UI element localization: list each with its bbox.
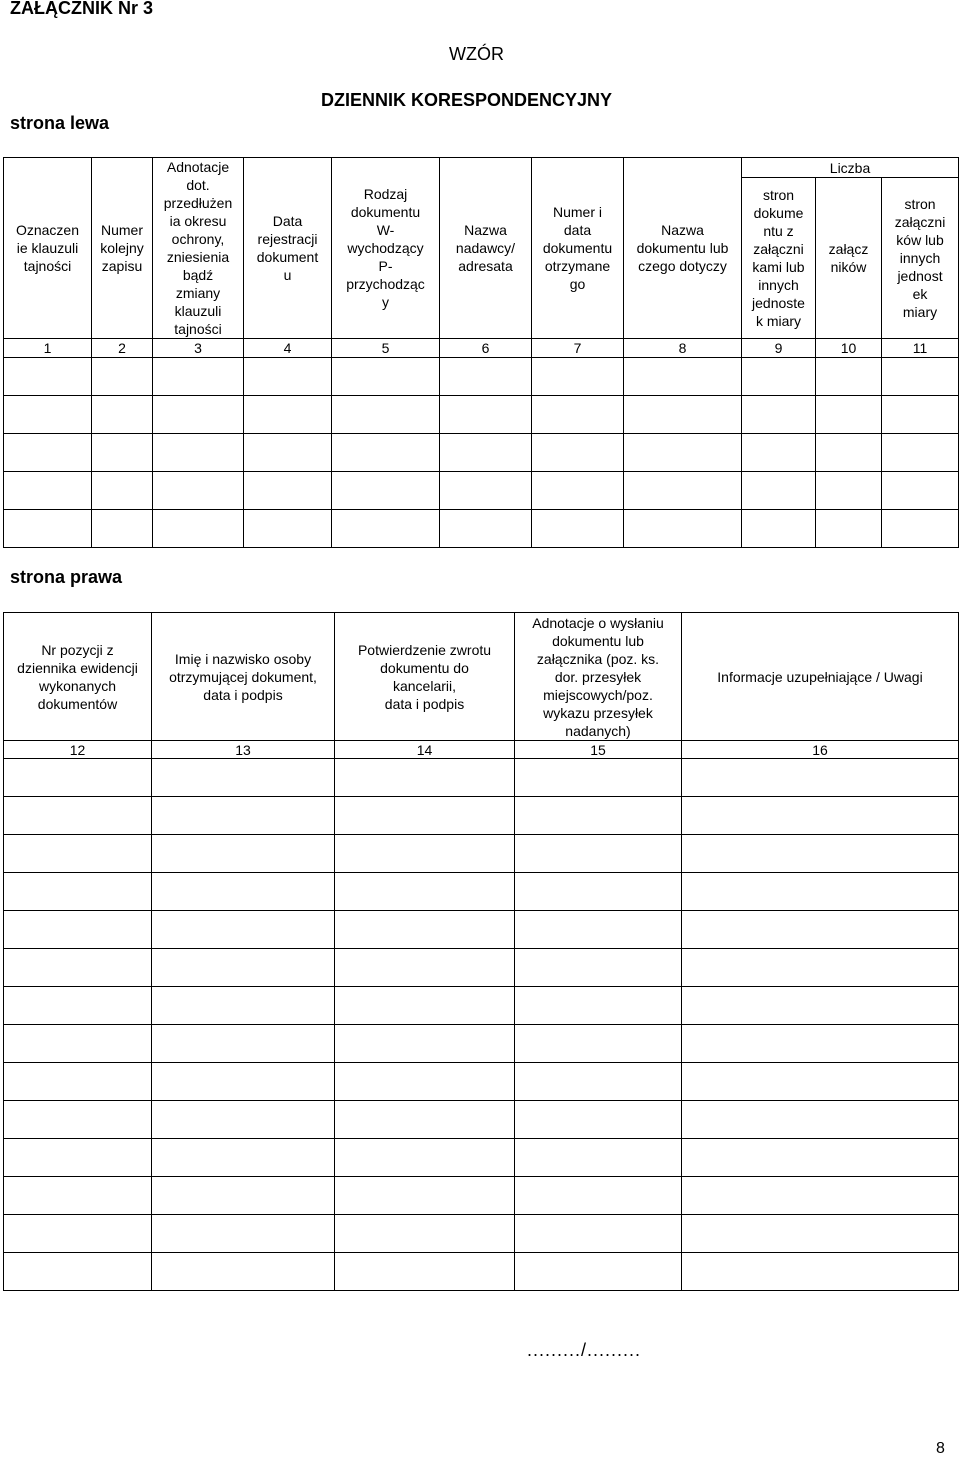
table-row	[4, 472, 959, 510]
table-cell[interactable]	[335, 759, 515, 797]
table-cell[interactable]	[515, 1253, 682, 1291]
table-cell[interactable]	[515, 797, 682, 835]
header-position-number: Nr pozycji z dziennika ewidencji wykonanych dokumentów	[4, 613, 152, 741]
header-protection-notes: Adnotacje dot. przedłużen ia okresu ochrony, zniesienia bądź zmiany klauzuli tajności	[153, 158, 244, 339]
table-cell[interactable]	[152, 1177, 335, 1215]
table-cell[interactable]	[742, 434, 816, 472]
template-label: WZÓR	[449, 44, 504, 64]
table-cell[interactable]	[515, 873, 682, 911]
table-cell[interactable]	[515, 835, 682, 873]
table-cell[interactable]	[332, 472, 440, 510]
table-cell[interactable]	[742, 510, 816, 548]
table-cell[interactable]	[440, 472, 532, 510]
table-cell[interactable]	[882, 396, 959, 434]
table-cell[interactable]	[244, 472, 332, 510]
column-number: 12	[4, 741, 152, 759]
table-cell[interactable]	[682, 759, 959, 797]
header-count-group: Liczba	[742, 158, 959, 178]
table-cell[interactable]	[152, 1253, 335, 1291]
annex-title: ZAŁĄCZNIK Nr 3	[10, 0, 153, 18]
table-cell[interactable]	[532, 396, 624, 434]
column-number: 5	[332, 339, 440, 358]
table-cell[interactable]	[335, 1253, 515, 1291]
table-cell[interactable]	[4, 434, 92, 472]
column-number: 14	[335, 741, 515, 759]
header-attachments: załącz ników	[816, 178, 882, 339]
column-number: 6	[440, 339, 532, 358]
table-row	[4, 797, 959, 835]
table-cell[interactable]	[332, 434, 440, 472]
table-cell[interactable]	[624, 396, 742, 434]
table-row	[4, 358, 959, 396]
table-cell[interactable]	[682, 1215, 959, 1253]
table-cell[interactable]	[92, 434, 153, 472]
table-cell[interactable]	[153, 472, 244, 510]
column-number: 7	[532, 339, 624, 358]
table-cell[interactable]	[335, 911, 515, 949]
table-cell[interactable]	[244, 358, 332, 396]
column-number: 15	[515, 741, 682, 759]
header-received-number-date: Numer i data dokumentu otrzymane go	[532, 158, 624, 339]
table-cell[interactable]	[742, 396, 816, 434]
table-row	[4, 1177, 959, 1215]
table-cell[interactable]	[152, 835, 335, 873]
table-cell[interactable]	[152, 987, 335, 1025]
table-cell[interactable]	[532, 434, 624, 472]
header-recipient-name: Imię i nazwisko osoby otrzymującej dokument, data i podpis	[152, 613, 335, 741]
table-row	[4, 396, 959, 434]
table-cell[interactable]	[335, 1025, 515, 1063]
table-cell[interactable]	[92, 472, 153, 510]
table-cell[interactable]	[335, 949, 515, 987]
table-cell[interactable]	[532, 358, 624, 396]
table-row	[4, 1215, 959, 1253]
table-cell[interactable]	[4, 835, 152, 873]
header-document-pages: stron dokume ntu z załączni kami lub innych jednoste k miary	[742, 178, 816, 339]
table-row	[4, 434, 959, 472]
table-cell[interactable]	[335, 1215, 515, 1253]
right-side-table	[3, 612, 959, 1291]
table-cell[interactable]	[92, 510, 153, 548]
table-cell[interactable]	[882, 510, 959, 548]
table-cell[interactable]	[244, 510, 332, 548]
table-cell[interactable]	[515, 987, 682, 1025]
table-cell[interactable]	[4, 472, 92, 510]
table-cell[interactable]	[335, 835, 515, 873]
table-cell[interactable]	[4, 987, 152, 1025]
table-cell[interactable]	[742, 358, 816, 396]
table-cell[interactable]	[682, 987, 959, 1025]
table-cell[interactable]	[682, 835, 959, 873]
table-cell[interactable]	[4, 1063, 152, 1101]
table-cell[interactable]	[682, 1177, 959, 1215]
table-cell[interactable]	[515, 1215, 682, 1253]
table-cell[interactable]	[882, 472, 959, 510]
table-row	[4, 1139, 959, 1177]
table-cell[interactable]	[440, 434, 532, 472]
table-cell[interactable]	[335, 1177, 515, 1215]
table-cell[interactable]	[816, 472, 882, 510]
table-cell[interactable]	[4, 510, 92, 548]
table-cell[interactable]	[244, 434, 332, 472]
table-cell[interactable]	[332, 396, 440, 434]
table-cell[interactable]	[440, 396, 532, 434]
table-cell[interactable]	[4, 949, 152, 987]
table-cell[interactable]	[4, 759, 152, 797]
header-return-confirmation: Potwierdzenie zwrotu dokumentu do kancelarii, data i podpis	[335, 613, 515, 741]
table-cell[interactable]	[335, 873, 515, 911]
table-cell[interactable]	[332, 358, 440, 396]
right-side-label: strona prawa	[10, 567, 123, 587]
table-cell[interactable]	[335, 1063, 515, 1101]
table-cell[interactable]	[682, 1101, 959, 1139]
page-number: 8	[936, 1440, 945, 1457]
table-cell[interactable]	[742, 472, 816, 510]
table-cell[interactable]	[4, 797, 152, 835]
table-cell[interactable]	[152, 1025, 335, 1063]
table-row	[4, 1025, 959, 1063]
header-classification: Oznaczen ie klauzuli tajności	[4, 158, 92, 339]
table-cell[interactable]	[515, 911, 682, 949]
table-cell[interactable]	[152, 1139, 335, 1177]
table-cell[interactable]	[515, 1139, 682, 1177]
table-cell[interactable]	[682, 949, 959, 987]
table-cell[interactable]	[682, 1063, 959, 1101]
column-number: 3	[153, 339, 244, 358]
header-additional-info: Informacje uzupełniające / Uwagi	[682, 613, 959, 741]
table-cell[interactable]	[440, 510, 532, 548]
column-number: 8	[624, 339, 742, 358]
column-number: 10	[816, 339, 882, 358]
table-cell[interactable]	[92, 358, 153, 396]
header-sender-recipient: Nazwa nadawcy/ adresata	[440, 158, 532, 339]
table-cell[interactable]	[4, 873, 152, 911]
table-cell[interactable]	[4, 358, 92, 396]
column-number: 11	[882, 339, 959, 358]
table-cell[interactable]	[4, 1101, 152, 1139]
table-cell[interactable]	[152, 759, 335, 797]
table-cell[interactable]	[153, 396, 244, 434]
table-cell[interactable]	[152, 873, 335, 911]
table-cell[interactable]	[335, 987, 515, 1025]
header-entry-number: Numer kolejny zapisu	[92, 158, 153, 339]
table-cell[interactable]	[682, 1139, 959, 1177]
table-cell[interactable]	[532, 510, 624, 548]
table-row	[4, 510, 959, 548]
table-cell[interactable]	[816, 358, 882, 396]
table-cell[interactable]	[682, 1253, 959, 1291]
table-cell[interactable]	[152, 1215, 335, 1253]
journal-title: DZIENNIK KORESPONDENCYJNY	[321, 90, 613, 110]
table-cell[interactable]	[4, 1215, 152, 1253]
column-number: 2	[92, 339, 153, 358]
table-cell[interactable]	[335, 1101, 515, 1139]
table-cell[interactable]	[335, 1139, 515, 1177]
table-cell[interactable]	[515, 1101, 682, 1139]
table-cell[interactable]	[4, 1253, 152, 1291]
table-cell[interactable]	[624, 358, 742, 396]
header-registration-date: Data rejestracji dokument u	[244, 158, 332, 339]
table-cell[interactable]	[153, 434, 244, 472]
table-cell[interactable]	[515, 1177, 682, 1215]
header-dispatch-notes: Adnotacje o wysłaniu dokumentu lub załącznika (poz. ks. dor. przesyłek miejscowych/poz. wykazu przesyłek nadanych)	[515, 613, 682, 741]
table-cell[interactable]	[882, 434, 959, 472]
column-number: 9	[742, 339, 816, 358]
table-cell[interactable]	[624, 434, 742, 472]
table-cell[interactable]	[882, 358, 959, 396]
table-cell[interactable]	[816, 510, 882, 548]
table-row	[4, 949, 959, 987]
column-number: 16	[682, 741, 959, 759]
table-cell[interactable]	[335, 797, 515, 835]
table-cell[interactable]	[816, 396, 882, 434]
table-cell[interactable]	[440, 358, 532, 396]
table-row	[4, 1101, 959, 1139]
header-document-name: Nazwa dokumentu lub czego dotyczy	[624, 158, 742, 339]
table-cell[interactable]	[92, 396, 153, 434]
table-row	[4, 987, 959, 1025]
table-cell[interactable]	[4, 1139, 152, 1177]
left-side-table	[3, 157, 959, 548]
table-cell[interactable]	[515, 949, 682, 987]
header-attachment-pages: stron załączni ków lub innych jednost ek miary	[882, 178, 959, 339]
table-cell[interactable]	[4, 1177, 152, 1215]
table-cell[interactable]	[682, 797, 959, 835]
table-row	[4, 759, 959, 797]
table-row	[4, 1253, 959, 1291]
table-cell[interactable]	[153, 358, 244, 396]
table-row	[4, 835, 959, 873]
column-number: 13	[152, 741, 335, 759]
table-cell[interactable]	[532, 472, 624, 510]
table-cell[interactable]	[244, 396, 332, 434]
table-row	[4, 873, 959, 911]
table-cell[interactable]	[152, 1101, 335, 1139]
table-cell[interactable]	[4, 396, 92, 434]
table-cell[interactable]	[624, 510, 742, 548]
table-cell[interactable]	[682, 911, 959, 949]
table-cell[interactable]	[152, 949, 335, 987]
table-cell[interactable]	[624, 472, 742, 510]
table-cell[interactable]	[4, 1025, 152, 1063]
column-number: 4	[244, 339, 332, 358]
signature-line: ........./.........	[527, 1340, 642, 1360]
table-cell[interactable]	[515, 759, 682, 797]
table-row	[4, 911, 959, 949]
table-cell[interactable]	[816, 434, 882, 472]
left-side-label: strona lewa	[10, 113, 110, 133]
table-cell[interactable]	[152, 1063, 335, 1101]
table-cell[interactable]	[515, 1063, 682, 1101]
table-cell[interactable]	[682, 873, 959, 911]
table-cell[interactable]	[152, 797, 335, 835]
table-cell[interactable]	[153, 510, 244, 548]
table-cell[interactable]	[515, 1025, 682, 1063]
column-number: 1	[4, 339, 92, 358]
table-cell[interactable]	[332, 510, 440, 548]
table-cell[interactable]	[152, 911, 335, 949]
table-cell[interactable]	[4, 911, 152, 949]
header-document-type: Rodzaj dokumentu W- wychodzący P- przychodząc y	[332, 158, 440, 339]
table-row	[4, 1063, 959, 1101]
table-cell[interactable]	[682, 1025, 959, 1063]
